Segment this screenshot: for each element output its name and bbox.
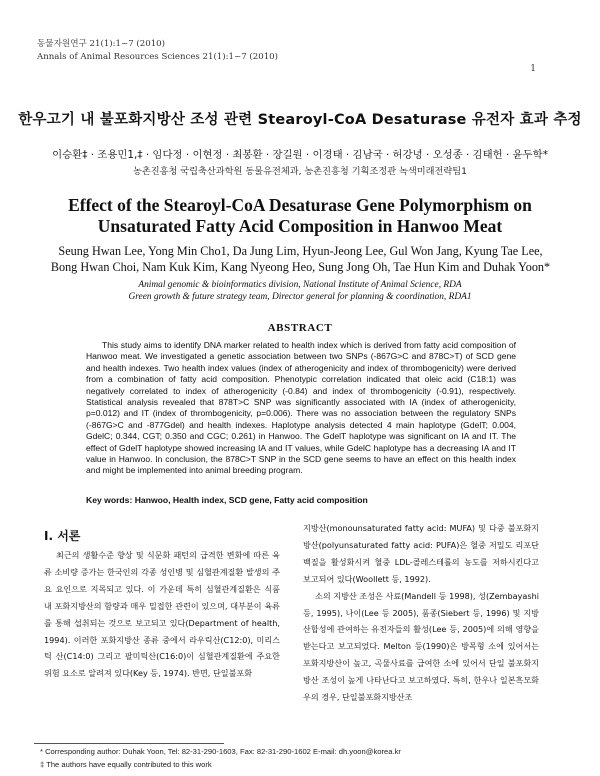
authors-korean: 이승환‡ · 조용민1,‡ · 임다정 · 이현정 · 최봉환 · 장길원 · 이경태 · 김남국 · 허강녕 · 오성종 · 김태헌 · 윤두학* (52, 149, 548, 161)
page-number: 1 (530, 64, 536, 74)
intro-column-right (303, 520, 539, 706)
abstract-body: This study aims to identify DNA marker related to health index which is derived from fatty acid composition of Hanwoo meat. We investigated a genetic association between two SNPs (-867G>C and 878C>T) of SCD gene and health indexes. Two health index values (index of atherogenicity and index of thrombogenicity) were derived from a combination of fatty acid composition. Phenotypic correlation indicated that oleic acid (C18:1) was negatively correlated to index of atherogenicity (-0.84) and index of thrombogenicity (-0.91), respectively. Statistical analysis revealed that 878T>C SNP was significantly associated with IA (index of atherogenicity, p=0.012) and IT (index of thrombogenicity, p=0.006). There was no association between the regulatory SNPs (-867G>C and -877Gdel) and health indexes. Haplotype analysis detected 4 main haplotype (GdelT; 0.004, GdelC; 0.344, CGT; 0.350 and CGC; 0.261) in Hanwoo. The GdelT haplotype was significant on IA and IT. The effect of GdelT haplotype showed increasing IA and IT values, while GdelC haplotype has a decreasing IA and IT value in Hanwoo. In conclusion, the 878C>T SNP in the SCD gene seems to have an effect on this health index and might be implemented into animal breeding program. (86, 340, 516, 476)
footnote-divider (34, 743, 224, 744)
journal-name-ko: 동물자원연구 21(1):1~7 (2010) (37, 39, 165, 49)
footnote-corresponding-author: * Corresponding author: Duhak Yoon, Tel: 82-31-290-1603, Fax: 82-31-290-1602 E-mail: dh.yoon@korea.kr (40, 747, 401, 756)
affiliation-english-1: Animal genomic & bioinformatics division, National Institute of Animal Science, RDA (138, 280, 462, 290)
affiliation-english (40, 279, 560, 303)
title-korean: 한우고기 내 불포화지방산 조성 관련 Stearoyl-CoA Desaturase 유전자 효과 추정 (18, 112, 582, 128)
intro-column-left: 최근의 생활수준 향상 및 식문화 패턴의 급격한 변화에 따른 육류 소비량 증가는 한국인의 각종 성인병 및 심혈관계질환 발생의 주요 요인으로 지목되고 있다. 이 가운데 특히 심혈관계질환은 식품 내 포화지방산의 함량과 매우 밀접한 관련이 있으며, 대부분이 육류를 통해 섭취되는 것으로 보고되고 있다(Department of health, 1994). 이러한 포화지방산 종류 중에서 라우릭산(C12:0), 미리스틱 산(C14:0) 그리고 팔미틱산(C16:0)이 심혈관계질환에 주요한 위험 요소로 알려져 있다(Key 등, 1974). 반면, 단일불포화 (44, 550, 280, 679)
title-english: Effect of the Stearoyl-CoA Desaturase Gene Polymorphism on Unsaturated Fatty Acid Composition in Hanwoo Meat (68, 195, 532, 236)
intro-paragraph-2: 소의 지방산 조성은 사료(Mandell 등 1998), 성(Zembayashi 등, 1995), 나이(Lee 등 2005), 품종(Siebert 등, 1996) 및 지방산합성에 관여하는 유전자들의 활성(Lee 등, 2005)에 의해 영향을 받는다고 보고되었다. Melton 등(1990)은 방목형 소에 있어서는 포화지방산이 높고, 곡물사료를 급여한 소에 있어서 단일 불포화지방산 조성이 높게 나타난다고 보고하였다. 특히, 한우나 일본흑모화우의 경우, 단일불포화지방산조 (303, 590, 539, 703)
abstract-heading: ABSTRACT (267, 322, 333, 334)
section-heading-introduction: Ⅰ. 서론 (44, 529, 81, 543)
journal-header (37, 38, 278, 64)
keywords: Key words: Hanwoo, Health index, SCD gene, Fatty acid composition (86, 495, 368, 505)
affiliation-english-2: Green growth & future strategy team, Director general for planning & coordination, RDA1 (128, 292, 472, 302)
intro-paragraph-continued: 지방산(monounsaturated fatty acid: MUFA) 및 다중 불포화지방산(polyunsaturated fatty acid: PUFA)은 혈중 저밀도 리포단백질을 활성화시켜 혈중 LDL-콜레스테롤의 농도를 저하시킨다고 보고되어 있다(Woollett 등, 1992). (303, 523, 539, 584)
affiliation-korean: 농촌진흥청 국립축산과학원 동물유전체과, 농촌진흥청 기획조정관 녹색미래전략팀1 (133, 166, 467, 177)
authors-english: Seung Hwan Lee, Yong Min Cho1, Da Jung Lim, Hyun-Jeong Lee, Gul Won Jang, Kyung Tae Lee, Bong Hwan Choi, Nam Kuk Kim, Kang Nyeong Heo, Sung Jong Oh, Tae Hun Kim and Duhak Yoon* (50, 244, 551, 274)
footnote-equal-contribution: ‡ The authors have equally contributed to this work (40, 760, 212, 769)
journal-name-en: Annals of Animal Resources Sciences 21(1):1~7 (2010) (37, 52, 278, 62)
